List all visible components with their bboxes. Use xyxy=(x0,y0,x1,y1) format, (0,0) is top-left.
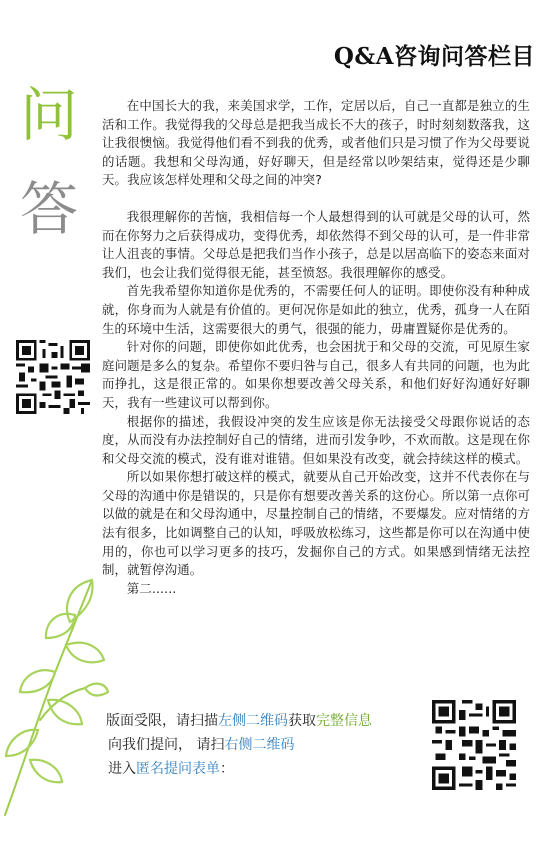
footer-line-2 xyxy=(106,733,426,757)
right-qr-reference: 右侧二维码 xyxy=(224,737,295,753)
right-qr-code[interactable] xyxy=(432,700,516,790)
question-paragraph: 在中国长大的我，来美国求学，工作，定居以后，自己一直都是独立的生活和工作。我觉得我的父母总是把我当成长不大的孩子，时时刻刻数落我，这让我很懊恼。我觉得他们看不到我的优秀，或者他们只是习惯了作为父母要说的话题。我想和父母沟通，好好聊天，但是经常以吵架结束，觉得还是少聊天。我应该怎样处理和父母之间的冲突? xyxy=(102,98,530,188)
page-title: Q&A咨询问答栏目 xyxy=(333,43,535,70)
footer-text: ： xyxy=(220,761,234,777)
footer-line-3 xyxy=(106,757,426,781)
footer-notice xyxy=(106,709,426,781)
answer-paragraph-6: 第二...... xyxy=(126,580,177,596)
footer-line-1 xyxy=(106,709,426,733)
leaf-branch-icon xyxy=(0,560,110,820)
footer-text: 获取 xyxy=(288,713,316,729)
footer-text: 版面受限，请扫描 xyxy=(106,713,218,729)
anonymous-form-link[interactable]: 匿名提问表单 xyxy=(136,761,220,777)
qa-article xyxy=(102,97,530,598)
side-character-wen: 问 xyxy=(19,81,78,149)
footer-text: 向我们提问， 请扫 xyxy=(108,737,225,753)
answer-paragraph-4: 根据你的描述，我假设冲突的发生应该是你无法接受父母跟你说话的态度，从而没有办法控制好自己的情绪，进而引发争吵，不欢而散。这是现在你和父母交流的模式，没有谁对谁错。但如果没有改变，就会持续这样的模式。 xyxy=(102,413,530,466)
answer-paragraph-3: 针对你的问题，即使你如此优秀，也会困扰于和父母的交流，可见原生家庭问题是多么的复杂。希望你不要归咎与自己，很多人有共同的问题，也为此而挣扎，这是很正常的。如果你想要改善父母关系，和他们好好沟通好好聊天，我有一些建议可以帮到你。 xyxy=(102,339,530,410)
left-qr-reference: 左侧二维码 xyxy=(218,713,288,729)
qr-code-icon xyxy=(16,340,90,414)
answer-paragraph-2: 首先我希望你知道你是优秀的，不需要任何人的证明。即使你没有种种成就，你身而为人就是有价值的。更何况你是如此的独立，优秀，孤身一人在陌生的环境中生活，这需要很大的勇气，很强的能力，毋庸置疑你是优秀的。 xyxy=(102,283,530,336)
left-qr-code[interactable] xyxy=(16,340,90,414)
full-info-highlight: 完整信息 xyxy=(316,713,372,729)
answer-paragraph-1: 我很理解你的苦恼，我相信每一个人最想得到的认可就是父母的认可，然而在你努力之后获得成功，变得优秀，却依然得不到父母的认可，是一件非常让人沮丧的事情。父母总是把我们当作小孩子，总是以居高临下的姿态来面对我们，也会让我们觉得很无能，甚至愤怒。我很理解你的感受。 xyxy=(102,208,530,280)
side-character-da: 答 xyxy=(19,175,78,243)
qr-code-icon xyxy=(432,700,516,790)
answer-paragraph-5: 所以如果你想打破这样的模式，就要从自己开始改变，这并不代表你在与父母的沟通中你是错误的，只是你有想要改善关系的这份心。所以第一点你可以做的就是在和父母沟通中，尽量控制自己的情绪，不要爆发。应对情绪的方法有很多，比如调整自己的认知，呼吸放松练习，这些都是你可以在沟通中使用的，你也可以学习更多的技巧，发掘你自己的方式。如果感到情绪无法控制，就暂停沟通。 xyxy=(102,469,530,578)
footer-text: 进入 xyxy=(108,761,136,777)
